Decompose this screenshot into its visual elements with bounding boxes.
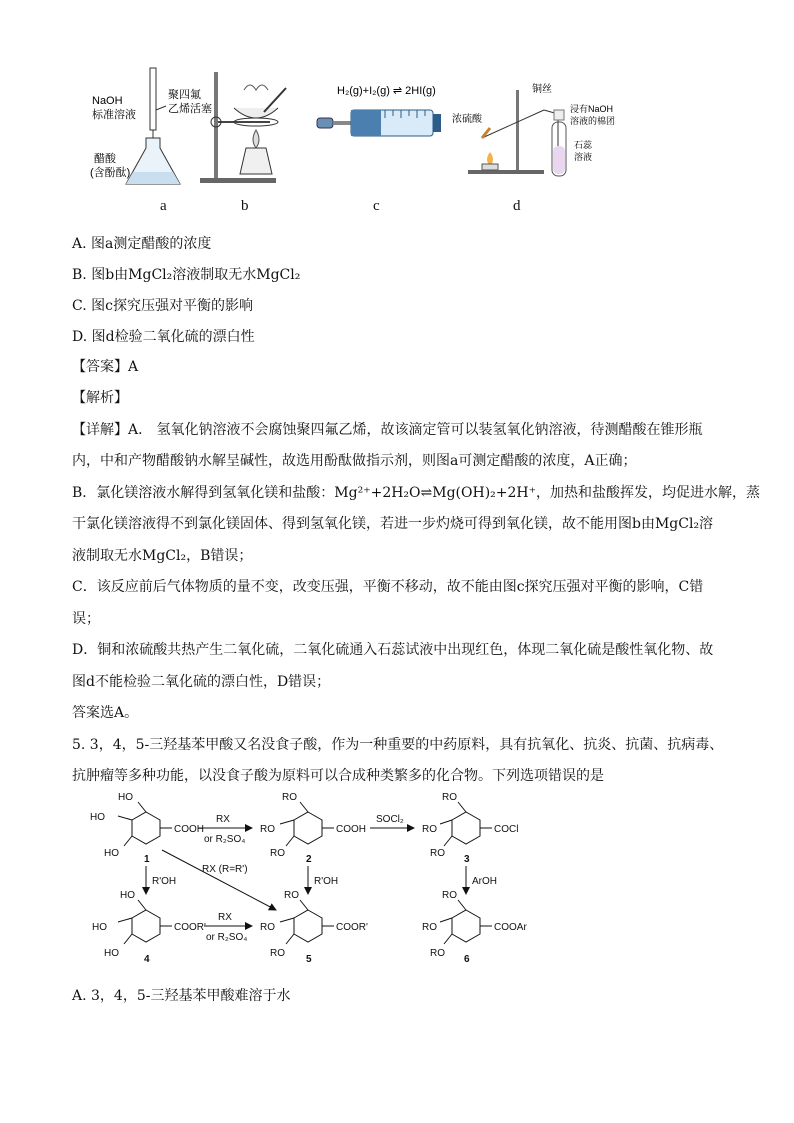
apparatus-figure-b (198, 70, 308, 185)
compound-4 (92, 890, 206, 965)
option-c: C. 图c探究压强对平衡的影响 (72, 298, 253, 314)
figure-a-label: a (160, 198, 167, 214)
option-b: B. 图b由MgCl₂溶液制取无水MgCl₂ (72, 267, 301, 283)
explanation-line: 【详解】A． 氢氧化钠溶液不会腐蚀聚四氟乙烯，故该滴定管可以装氢氧化钠溶液，待测醋酸在锥形瓶 (72, 422, 703, 438)
figure-d-label: d (513, 198, 521, 214)
apparatus-figure-c (315, 80, 450, 150)
reagent-rx-2: RX (218, 912, 232, 923)
reagent-socl2: SOCl₂ (376, 814, 404, 825)
svg-text:COOAr: COOAr (494, 922, 527, 933)
svg-text:2: 2 (306, 854, 312, 865)
answer-tag: 【答案】A (72, 359, 139, 375)
svg-text:HO: HO (90, 812, 105, 823)
compound-3 (422, 792, 518, 865)
reagent-r2so4: or R₂SO₄ (204, 834, 246, 845)
svg-text:RO: RO (282, 792, 297, 803)
svg-text:COOR': COOR' (336, 922, 368, 933)
reagent-roh-2: R'OH (314, 876, 339, 887)
svg-text:RO: RO (270, 948, 285, 959)
explanation-line: 答案选A。 (72, 705, 139, 721)
question-5-line: 5. 3，4，5-三羟基苯甲酸又名没食子酸，作为一种重要的中药原料，具有抗氧化、抗炎、抗菌、抗病毒、 (72, 737, 724, 753)
svg-text:RO: RO (442, 792, 457, 803)
explanation-line: 液制取无水MgCl₂，B错误； (72, 548, 253, 564)
compound-5 (260, 890, 368, 965)
litmus-label-1: 石蕊 (574, 140, 593, 150)
compound-1 (90, 792, 204, 865)
question-5-line: 抗肿瘤等多种功能，以没食子酸为原料可以合成种类繁多的化合物。下列选项错误的是 (72, 768, 604, 784)
reagent-aroh: ArOH (472, 876, 497, 887)
option-5a: A. 3，4，5-三羟基苯甲酸难溶于水 (72, 988, 291, 1004)
option-a: A. 图a测定醋酸的浓度 (72, 236, 212, 252)
svg-text:3: 3 (464, 854, 470, 865)
explanation-line: 图d不能检验二氧化硫的漂白性，D错误； (72, 674, 331, 690)
copper-wire-label: 铜丝 (532, 84, 552, 95)
reagent-r2so4-2: or R₂SO₄ (206, 932, 248, 943)
litmus-label-2: 溶液 (574, 152, 593, 162)
svg-text:HO: HO (118, 792, 133, 803)
svg-text:RO: RO (422, 824, 437, 835)
flask-label-1: 醋酸 (94, 153, 116, 165)
stopcock-label-1: 聚四氟 (168, 89, 201, 101)
svg-text:RO: RO (430, 848, 445, 859)
svg-text:HO: HO (104, 848, 119, 859)
flask-label-2: (含酚酞) (90, 167, 131, 179)
svg-text:RO: RO (442, 890, 457, 901)
svg-text:HO: HO (120, 890, 135, 901)
svg-text:RO: RO (260, 824, 275, 835)
acid-label: 浓硫酸 (452, 114, 482, 125)
svg-text:RO: RO (260, 922, 275, 933)
cotton-label-2: 溶液的棉团 (570, 116, 616, 126)
svg-text:RO: RO (284, 890, 299, 901)
svg-text:6: 6 (464, 954, 470, 965)
svg-text:5: 5 (306, 954, 312, 965)
arrow-1-5 (162, 850, 276, 910)
naoh-label-2: 标准溶液 (92, 109, 136, 121)
option-d: D. 图d检验二氧化硫的漂白性 (72, 329, 255, 345)
svg-text:RO: RO (270, 848, 285, 859)
svg-text:4: 4 (144, 954, 150, 965)
analysis-tag: 【解析】 (72, 390, 128, 406)
svg-text:RO: RO (422, 922, 437, 933)
reagent-roh-1: R'OH (152, 876, 177, 887)
reaction-scheme (80, 792, 600, 972)
svg-text:COOH: COOH (174, 824, 204, 835)
explanation-line: C．该反应前后气体物质的量不变，改变压强，平衡不移动，故不能由图c探究压强对平衡的影响，C错 (72, 579, 704, 595)
svg-text:RO: RO (430, 948, 445, 959)
equilibrium-equation: H₂(g)+I₂(g) ⇌ 2HI(g) (337, 85, 436, 97)
figure-b-label: b (241, 198, 249, 214)
svg-text:1: 1 (144, 854, 150, 865)
explanation-line: 干氯化镁溶液得不到氯化镁固体、得到氢氧化镁，若进一步灼烧可得到氧化镁，故不能用图b由MgCl₂溶 (72, 516, 714, 532)
svg-text:COCl: COCl (494, 824, 519, 835)
svg-text:HO: HO (92, 922, 107, 933)
svg-text:HO: HO (104, 948, 119, 959)
reagent-rx: RX (216, 814, 230, 825)
figure-c-label: c (373, 198, 380, 214)
svg-text:COOH: COOH (336, 824, 366, 835)
svg-text:COOR': COOR' (174, 922, 206, 933)
reagent-rx-eq: RX (R=R') (202, 864, 248, 875)
compound-6 (422, 890, 527, 965)
explanation-line: 内，中和产物醋酸钠水解呈碱性，故选用酚酞做指示剂，则图a可测定醋酸的浓度，A正确； (72, 453, 637, 469)
explanation-line: B．氯化镁溶液水解得到氢氧化镁和盐酸：Mg²⁺+2H₂O⇌Mg(OH)₂+2H⁺，加热和盐酸挥发，均促进水解，蒸 (72, 485, 761, 501)
explanation-line: 误； (72, 611, 100, 627)
apparatus-figure-d (450, 80, 620, 180)
stopcock-label-2: 乙烯活塞 (168, 103, 212, 115)
cotton-label-1: 浸有NaOH (570, 104, 614, 114)
compound-2 (260, 792, 366, 865)
explanation-line: D．铜和浓硫酸共热产生二氧化硫，二氧化硫通入石蕊试液中出现红色，体现二氧化硫是酸性氧化物、故 (72, 642, 714, 658)
naoh-label-1: NaOH (92, 95, 123, 107)
